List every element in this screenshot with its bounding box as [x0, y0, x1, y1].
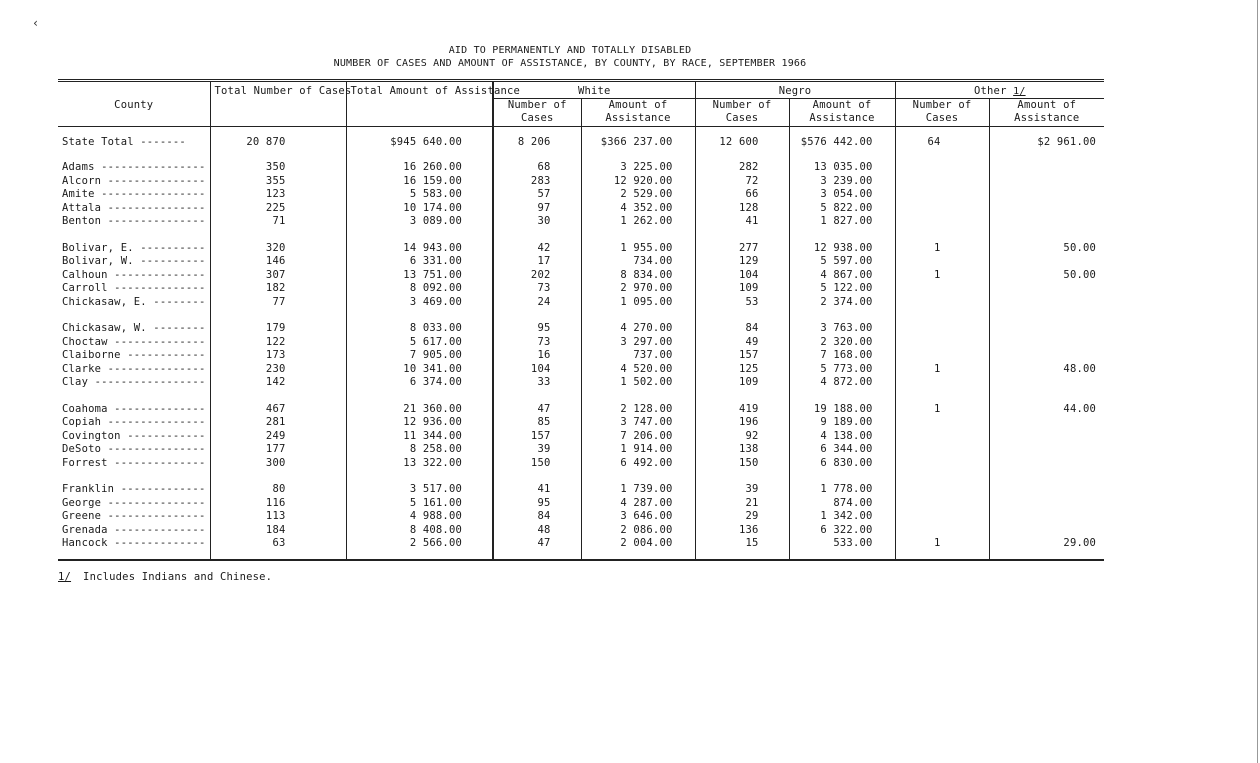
other-number: [895, 376, 989, 390]
other-number: [895, 430, 989, 444]
white-amount: 1 955.00: [581, 242, 695, 256]
total-number: 179: [210, 322, 346, 336]
county-name: George ---------------: [62, 496, 206, 509]
white-amount: 1 502.00: [581, 376, 695, 390]
footnote-text: Includes Indians and Chinese.: [83, 571, 273, 583]
total-number: 249: [210, 430, 346, 444]
county-name: Grenada --------------: [62, 523, 206, 536]
county-name: Amite ----------------: [62, 188, 206, 200]
other-amount: [989, 282, 1104, 296]
total-number: 467: [210, 403, 346, 417]
negro-number: 21: [695, 497, 789, 511]
other-number: [895, 161, 989, 175]
other-amount: [989, 322, 1104, 336]
other-amount: [989, 457, 1104, 471]
total-amount: 5 617.00: [346, 336, 493, 350]
county-name: Bolivar, E. ----------: [62, 241, 206, 254]
table-row: [58, 416, 1104, 430]
white-amount: 734.00: [581, 255, 695, 269]
total-amount: 6 374.00: [346, 376, 493, 390]
other-amount: [989, 510, 1104, 524]
negro-amount: 9 189.00: [789, 416, 895, 430]
white-amount: 4 287.00: [581, 497, 695, 511]
total-amount: 8 408.00: [346, 524, 493, 538]
header-white-amount: Amount of Assistance: [581, 99, 695, 127]
total-amount: 8 258.00: [346, 443, 493, 457]
county-name: Forrest --------------: [62, 456, 206, 469]
total-number: 184: [210, 524, 346, 538]
other-number: [895, 336, 989, 350]
total-number: 80: [210, 483, 346, 497]
state-negro-number: 12 600: [695, 127, 789, 154]
table-row: [58, 161, 1104, 175]
other-amount: [989, 483, 1104, 497]
table-row: [58, 269, 1104, 283]
negro-number: 196: [695, 416, 789, 430]
negro-amount: 6 344.00: [789, 443, 895, 457]
table-end-spacer: [58, 551, 1104, 560]
other-amount: [989, 255, 1104, 269]
other-amount: [989, 296, 1104, 310]
other-number: 1: [895, 242, 989, 256]
other-amount: [989, 349, 1104, 363]
table-row: [58, 537, 1104, 551]
negro-number: 66: [695, 188, 789, 202]
total-number: 230: [210, 363, 346, 377]
total-amount: 2 566.00: [346, 537, 493, 551]
header-total-amount: Total Amount of Assistance: [346, 81, 493, 127]
county-name: Copiah ---------------: [62, 416, 206, 428]
total-amount: 16 260.00: [346, 161, 493, 175]
negro-amount: 533.00: [789, 537, 895, 551]
table-row: [58, 363, 1104, 377]
white-number: 39: [493, 443, 581, 457]
white-number: 95: [493, 497, 581, 511]
footnote-marker: 1/: [58, 571, 72, 583]
other-amount: [989, 175, 1104, 189]
white-amount: 2 086.00: [581, 524, 695, 538]
table-row: [58, 510, 1104, 524]
white-number: 33: [493, 376, 581, 390]
white-amount: 2 970.00: [581, 282, 695, 296]
page-edge: [1257, 0, 1258, 763]
county-name: Clay -----------------: [62, 376, 206, 388]
state-white-amount: $366 237.00: [581, 127, 695, 154]
total-amount: 8 033.00: [346, 322, 493, 336]
other-amount: 50.00: [989, 242, 1104, 256]
total-amount: 3 469.00: [346, 296, 493, 310]
white-amount: 7 206.00: [581, 430, 695, 444]
total-amount: 4 988.00: [346, 510, 493, 524]
total-amount: 8 092.00: [346, 282, 493, 296]
negro-amount: 4 138.00: [789, 430, 895, 444]
white-amount: 1 262.00: [581, 215, 695, 229]
other-number: [895, 443, 989, 457]
total-amount: 16 159.00: [346, 175, 493, 189]
white-number: 17: [493, 255, 581, 269]
white-amount: 8 834.00: [581, 269, 695, 283]
table-row: [58, 202, 1104, 216]
report-title: [0, 44, 1140, 70]
state-other-amount: $2 961.00: [989, 127, 1104, 154]
table-row: [58, 255, 1104, 269]
total-amount: 11 344.00: [346, 430, 493, 444]
white-amount: 737.00: [581, 349, 695, 363]
other-amount: [989, 497, 1104, 511]
negro-number: 138: [695, 443, 789, 457]
other-number: [895, 188, 989, 202]
other-number: [895, 255, 989, 269]
total-amount: 10 341.00: [346, 363, 493, 377]
total-number: 71: [210, 215, 346, 229]
white-number: 47: [493, 403, 581, 417]
other-number: [895, 349, 989, 363]
table-row: [58, 524, 1104, 538]
group-spacer: [58, 309, 1104, 322]
table-row: [58, 349, 1104, 363]
negro-number: 84: [695, 322, 789, 336]
other-number: 1: [895, 403, 989, 417]
other-amount: [989, 416, 1104, 430]
state-total-amount: $945 640.00: [346, 127, 493, 154]
title-line-1: AID TO PERMANENTLY AND TOTALLY DISABLED: [448, 45, 692, 56]
group-spacer: [58, 470, 1104, 483]
negro-number: 53: [695, 296, 789, 310]
county-name: Attala ---------------: [62, 201, 206, 214]
total-number: 182: [210, 282, 346, 296]
header-white-number: Number of Cases: [493, 99, 581, 127]
negro-number: 104: [695, 269, 789, 283]
white-number: 57: [493, 188, 581, 202]
footnote-ref: 1/: [1013, 86, 1026, 97]
other-number: [895, 416, 989, 430]
header-negro-number: Number of Cases: [695, 99, 789, 127]
other-number: [895, 322, 989, 336]
total-number: 355: [210, 175, 346, 189]
group-spacer: [58, 229, 1104, 242]
negro-number: 39: [695, 483, 789, 497]
state-negro-amount: $576 442.00: [789, 127, 895, 154]
negro-amount: 874.00: [789, 497, 895, 511]
total-number: 225: [210, 202, 346, 216]
negro-number: 129: [695, 255, 789, 269]
negro-number: 15: [695, 537, 789, 551]
table-row: [58, 188, 1104, 202]
other-number: [895, 202, 989, 216]
total-amount: 14 943.00: [346, 242, 493, 256]
negro-amount: 5 773.00: [789, 363, 895, 377]
white-amount: 6 492.00: [581, 457, 695, 471]
state-white-number: 8 206: [493, 127, 581, 154]
table-row: [58, 282, 1104, 296]
header-negro-amount: Amount of Assistance: [789, 99, 895, 127]
table-row: [58, 457, 1104, 471]
other-number: 1: [895, 537, 989, 551]
table-row: [58, 215, 1104, 229]
county-name: Claiborne ------------: [62, 349, 206, 361]
negro-amount: 13 035.00: [789, 161, 895, 175]
white-amount: 1 095.00: [581, 296, 695, 310]
negro-amount: 5 597.00: [789, 255, 895, 269]
negro-amount: 3 239.00: [789, 175, 895, 189]
negro-number: 128: [695, 202, 789, 216]
footnote: [58, 571, 272, 583]
county-name: Calhoun --------------: [62, 268, 206, 281]
negro-amount: 2 320.00: [789, 336, 895, 350]
table-row: [58, 322, 1104, 336]
total-number: 320: [210, 242, 346, 256]
state-total-label: State Total -------: [62, 136, 186, 148]
title-line-2: NUMBER OF CASES AND AMOUNT OF ASSISTANCE, BY COUNTY, BY RACE, SEPTEMBER 1966: [333, 58, 807, 69]
white-number: 104: [493, 363, 581, 377]
white-number: 42: [493, 242, 581, 256]
white-number: 73: [493, 336, 581, 350]
header-other-number: Number of Cases: [895, 99, 989, 127]
white-number: 47: [493, 537, 581, 551]
assistance-table: [58, 79, 1104, 561]
total-number: 63: [210, 537, 346, 551]
table-row: [58, 242, 1104, 256]
group-spacer: [58, 390, 1104, 403]
county-name: Clarke ---------------: [62, 362, 206, 375]
total-amount: 5 583.00: [346, 188, 493, 202]
white-amount: 4 352.00: [581, 202, 695, 216]
negro-amount: 3 763.00: [789, 322, 895, 336]
negro-number: 49: [695, 336, 789, 350]
white-number: 16: [493, 349, 581, 363]
negro-number: 136: [695, 524, 789, 538]
table-row: [58, 483, 1104, 497]
total-amount: 10 174.00: [346, 202, 493, 216]
white-number: 97: [493, 202, 581, 216]
header-negro: Negro: [695, 81, 895, 99]
negro-amount: 5 122.00: [789, 282, 895, 296]
other-number: [895, 524, 989, 538]
state-other-number: 64: [895, 127, 989, 154]
white-amount: 4 270.00: [581, 322, 695, 336]
county-name: Choctaw --------------: [62, 335, 206, 348]
total-number: 122: [210, 336, 346, 350]
total-number: 116: [210, 497, 346, 511]
negro-amount: 1 342.00: [789, 510, 895, 524]
total-number: 177: [210, 443, 346, 457]
group-spacer: [58, 153, 1104, 161]
negro-number: 41: [695, 215, 789, 229]
white-number: 202: [493, 269, 581, 283]
negro-amount: 3 054.00: [789, 188, 895, 202]
total-number: 300: [210, 457, 346, 471]
other-number: 1: [895, 269, 989, 283]
table-row: [58, 296, 1104, 310]
header-county: County: [58, 81, 210, 127]
county-name: Covington ------------: [62, 429, 206, 442]
total-number: 123: [210, 188, 346, 202]
other-number: [895, 457, 989, 471]
negro-number: 277: [695, 242, 789, 256]
white-amount: 3 646.00: [581, 510, 695, 524]
negro-number: 72: [695, 175, 789, 189]
other-number: 1: [895, 363, 989, 377]
table-row: [58, 376, 1104, 390]
header-other-amount: Amount of Assistance: [989, 99, 1104, 127]
state-total-number: 20 870: [210, 127, 346, 154]
county-name: Hancock --------------: [62, 537, 206, 549]
negro-number: 92: [695, 430, 789, 444]
negro-number: 29: [695, 510, 789, 524]
county-name: Greene ---------------: [62, 510, 206, 522]
negro-amount: 7 168.00: [789, 349, 895, 363]
white-amount: 1 739.00: [581, 483, 695, 497]
total-amount: 3 089.00: [346, 215, 493, 229]
white-number: 48: [493, 524, 581, 538]
header-other: Other 1/: [895, 81, 1104, 99]
negro-amount: 1 778.00: [789, 483, 895, 497]
total-number: 173: [210, 349, 346, 363]
other-number: [895, 483, 989, 497]
other-amount: 29.00: [989, 537, 1104, 551]
other-amount: 44.00: [989, 403, 1104, 417]
other-number: [895, 215, 989, 229]
white-amount: 2 529.00: [581, 188, 695, 202]
negro-amount: 19 188.00: [789, 403, 895, 417]
total-amount: 13 751.00: [346, 269, 493, 283]
other-amount: [989, 336, 1104, 350]
total-amount: 7 905.00: [346, 349, 493, 363]
white-amount: 3 297.00: [581, 336, 695, 350]
other-amount: [989, 215, 1104, 229]
other-amount: [989, 188, 1104, 202]
other-number: [895, 510, 989, 524]
negro-number: 157: [695, 349, 789, 363]
county-name: Alcorn ---------------: [62, 174, 206, 187]
total-number: 350: [210, 161, 346, 175]
table-row: [58, 443, 1104, 457]
other-number: [895, 175, 989, 189]
negro-number: 419: [695, 403, 789, 417]
total-number: 77: [210, 296, 346, 310]
other-number: [895, 282, 989, 296]
white-number: 283: [493, 175, 581, 189]
county-name: Chickasaw, E. --------: [62, 295, 206, 308]
white-amount: 2 128.00: [581, 403, 695, 417]
white-amount: 4 520.00: [581, 363, 695, 377]
white-number: 157: [493, 430, 581, 444]
negro-amount: 4 872.00: [789, 376, 895, 390]
negro-amount: 5 822.00: [789, 202, 895, 216]
total-amount: 12 936.00: [346, 416, 493, 430]
county-name: Chickasaw, W. --------: [62, 322, 206, 334]
county-name: Adams ----------------: [62, 161, 206, 173]
table-row: [58, 336, 1104, 350]
white-number: 85: [493, 416, 581, 430]
other-amount: [989, 202, 1104, 216]
county-name: DeSoto ---------------: [62, 443, 206, 455]
total-amount: 3 517.00: [346, 483, 493, 497]
white-amount: 3 747.00: [581, 416, 695, 430]
other-number: [895, 497, 989, 511]
negro-amount: 6 322.00: [789, 524, 895, 538]
header-total-number: Total Number of Cases: [210, 81, 346, 127]
county-name: Franklin -------------: [62, 483, 206, 495]
negro-number: 109: [695, 376, 789, 390]
white-amount: 12 920.00: [581, 175, 695, 189]
page-mark: ‹: [32, 16, 40, 30]
other-amount: [989, 443, 1104, 457]
negro-number: 125: [695, 363, 789, 377]
total-amount: 13 322.00: [346, 457, 493, 471]
white-number: 73: [493, 282, 581, 296]
total-amount: 21 360.00: [346, 403, 493, 417]
negro-amount: 1 827.00: [789, 215, 895, 229]
other-amount: [989, 376, 1104, 390]
negro-number: 150: [695, 457, 789, 471]
header-white: White: [493, 81, 695, 99]
other-amount: [989, 430, 1104, 444]
other-amount: 50.00: [989, 269, 1104, 283]
state-total-row: [58, 127, 1104, 154]
total-number: 307: [210, 269, 346, 283]
total-amount: 6 331.00: [346, 255, 493, 269]
table-row: [58, 403, 1104, 417]
negro-number: 109: [695, 282, 789, 296]
total-number: 146: [210, 255, 346, 269]
negro-number: 282: [695, 161, 789, 175]
white-number: 95: [493, 322, 581, 336]
white-number: 68: [493, 161, 581, 175]
white-amount: 1 914.00: [581, 443, 695, 457]
negro-amount: 6 830.00: [789, 457, 895, 471]
county-name: Benton ---------------: [62, 215, 206, 227]
county-name: Bolivar, W. ----------: [62, 255, 206, 267]
table-row: [58, 175, 1104, 189]
white-number: 150: [493, 457, 581, 471]
white-amount: 2 004.00: [581, 537, 695, 551]
total-number: 281: [210, 416, 346, 430]
total-number: 113: [210, 510, 346, 524]
county-name: Carroll --------------: [62, 282, 206, 294]
negro-amount: 12 938.00: [789, 242, 895, 256]
other-amount: [989, 161, 1104, 175]
white-amount: 3 225.00: [581, 161, 695, 175]
white-number: 24: [493, 296, 581, 310]
total-amount: 5 161.00: [346, 497, 493, 511]
white-number: 84: [493, 510, 581, 524]
county-name: Coahoma --------------: [62, 402, 206, 415]
total-number: 142: [210, 376, 346, 390]
table-row: [58, 430, 1104, 444]
other-number: [895, 296, 989, 310]
other-amount: 48.00: [989, 363, 1104, 377]
other-amount: [989, 524, 1104, 538]
table-row: [58, 497, 1104, 511]
white-number: 41: [493, 483, 581, 497]
negro-amount: 4 867.00: [789, 269, 895, 283]
negro-amount: 2 374.00: [789, 296, 895, 310]
white-number: 30: [493, 215, 581, 229]
